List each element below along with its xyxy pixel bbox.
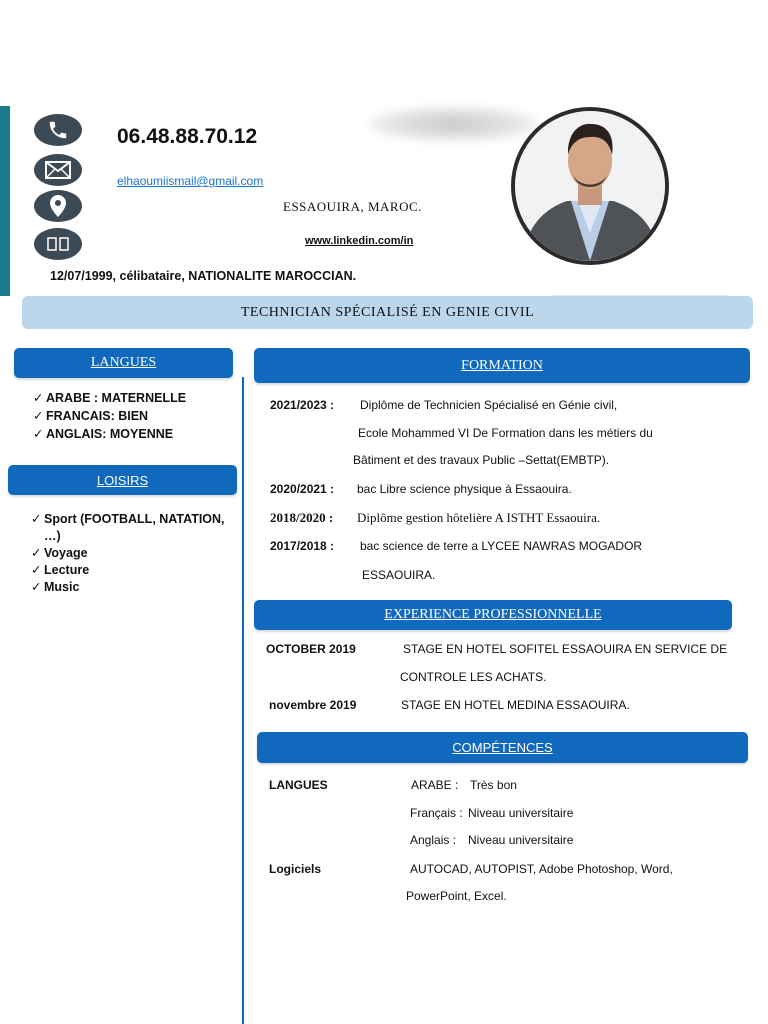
competences-langues-label: LANGUES <box>269 778 328 792</box>
list-item: ✓ Music <box>31 580 80 594</box>
software-line: AUTOCAD, AUTOPIST, Adobe Photoshop, Word, <box>410 862 673 876</box>
language-name: ARABE : <box>411 778 459 792</box>
formation-line: Bâtiment et des travaux Public –Settat(EMBTP). <box>353 453 610 467</box>
personal-info: 12/07/1999, célibataire, NATIONALITE MAROCCIAN. <box>50 269 357 283</box>
list-item: ✓ ARABE : MATERNELLE <box>33 391 187 405</box>
language-name: Anglais : <box>410 833 457 847</box>
formation-line: Ecole Mohammed VI De Formation dans les métiers du <box>358 426 653 440</box>
formation-header <box>254 348 750 383</box>
email-link[interactable]: elhaoumiismail@gmail.com <box>117 174 264 188</box>
phone-number: 06.48.88.70.12 <box>117 125 258 148</box>
formation-line: Diplôme gestion hôtelière A ISTHT Essaouira. <box>357 510 601 525</box>
column-divider <box>242 377 244 1024</box>
check-icon: ✓ <box>31 512 42 526</box>
blurred-name-area <box>368 106 538 142</box>
formation-date: 2020/2021 : <box>270 482 335 496</box>
loisirs-header <box>8 465 237 495</box>
left-accent-bar <box>0 106 10 296</box>
experience-line: CONTROLE LES ACHATS. <box>400 670 547 684</box>
experience-header <box>254 600 732 630</box>
competences-header <box>257 732 748 763</box>
envelope-icon <box>34 154 82 186</box>
profile-photo <box>511 107 669 265</box>
list-item: ✓ FRANCAIS: BIEN <box>33 409 149 423</box>
software-line: PowerPoint, Excel. <box>406 889 507 903</box>
list-item: ✓ Sport (FOOTBALL, NATATION, …) <box>31 512 225 543</box>
langues-heading: LANGUES <box>90 355 157 370</box>
formation-line: Diplôme de Technicien Spécialisé en Génie civil, <box>360 398 618 412</box>
list-item: ✓ Lecture <box>31 563 90 577</box>
formation-heading: FORMATION <box>461 357 543 373</box>
list-item: ✓ ANGLAIS: MOYENNE <box>33 427 174 441</box>
check-icon: ✓ <box>31 580 42 594</box>
check-icon: ✓ <box>31 546 42 560</box>
check-icon: ✓ <box>33 427 44 441</box>
check-icon: ✓ <box>33 391 44 405</box>
langues-list <box>33 389 186 443</box>
language-level: Niveau universitaire <box>468 806 574 820</box>
experience-line: STAGE EN HOTEL MEDINA ESSAOUIRA. <box>401 698 630 712</box>
competences-logiciels-label: Logiciels <box>269 862 322 876</box>
langues-header <box>14 348 233 378</box>
experience-date: OCTOBER 2019 <box>266 642 356 656</box>
formation-line: bac science de terre a LYCEE NAWRAS MOGADOR <box>360 539 643 553</box>
formation-date: 2021/2023 : <box>270 398 335 412</box>
job-title: TECHNICIAN SPÉCIALISÉ EN GENIE CIVIL <box>240 304 535 320</box>
linkedin-icon <box>34 228 82 260</box>
experience-line: STAGE EN HOTEL SOFITEL ESSAOUIRA EN SERVICE DE <box>403 642 728 656</box>
language-name: Français : <box>410 806 463 820</box>
formation-date: 2017/2018 : <box>270 539 335 553</box>
check-icon: ✓ <box>31 563 42 577</box>
check-icon: ✓ <box>33 409 44 423</box>
experience-heading: EXPERIENCE PROFESSIONNELLE <box>384 607 602 622</box>
list-item: ✓ Voyage <box>31 546 88 560</box>
experience-date: novembre 2019 <box>269 698 357 712</box>
phone-icon <box>34 114 82 146</box>
formation-line: bac Libre science physique à Essaouira. <box>357 482 572 496</box>
job-title-banner <box>22 296 753 329</box>
competences-heading: COMPÉTENCES <box>452 740 553 755</box>
language-level: Très bon <box>470 778 517 792</box>
language-level: Niveau universitaire <box>468 833 574 847</box>
loisirs-list <box>31 511 236 596</box>
loisirs-heading: LOISIRS <box>96 472 149 488</box>
city-address: ESSAOUIRA, MAROC. <box>283 199 422 214</box>
formation-line: ESSAOUIRA. <box>362 568 436 582</box>
formation-date: 2018/2020 : <box>270 510 334 525</box>
linkedin-link[interactable]: www.linkedin.com/in <box>305 235 414 247</box>
location-pin-icon <box>34 190 82 222</box>
